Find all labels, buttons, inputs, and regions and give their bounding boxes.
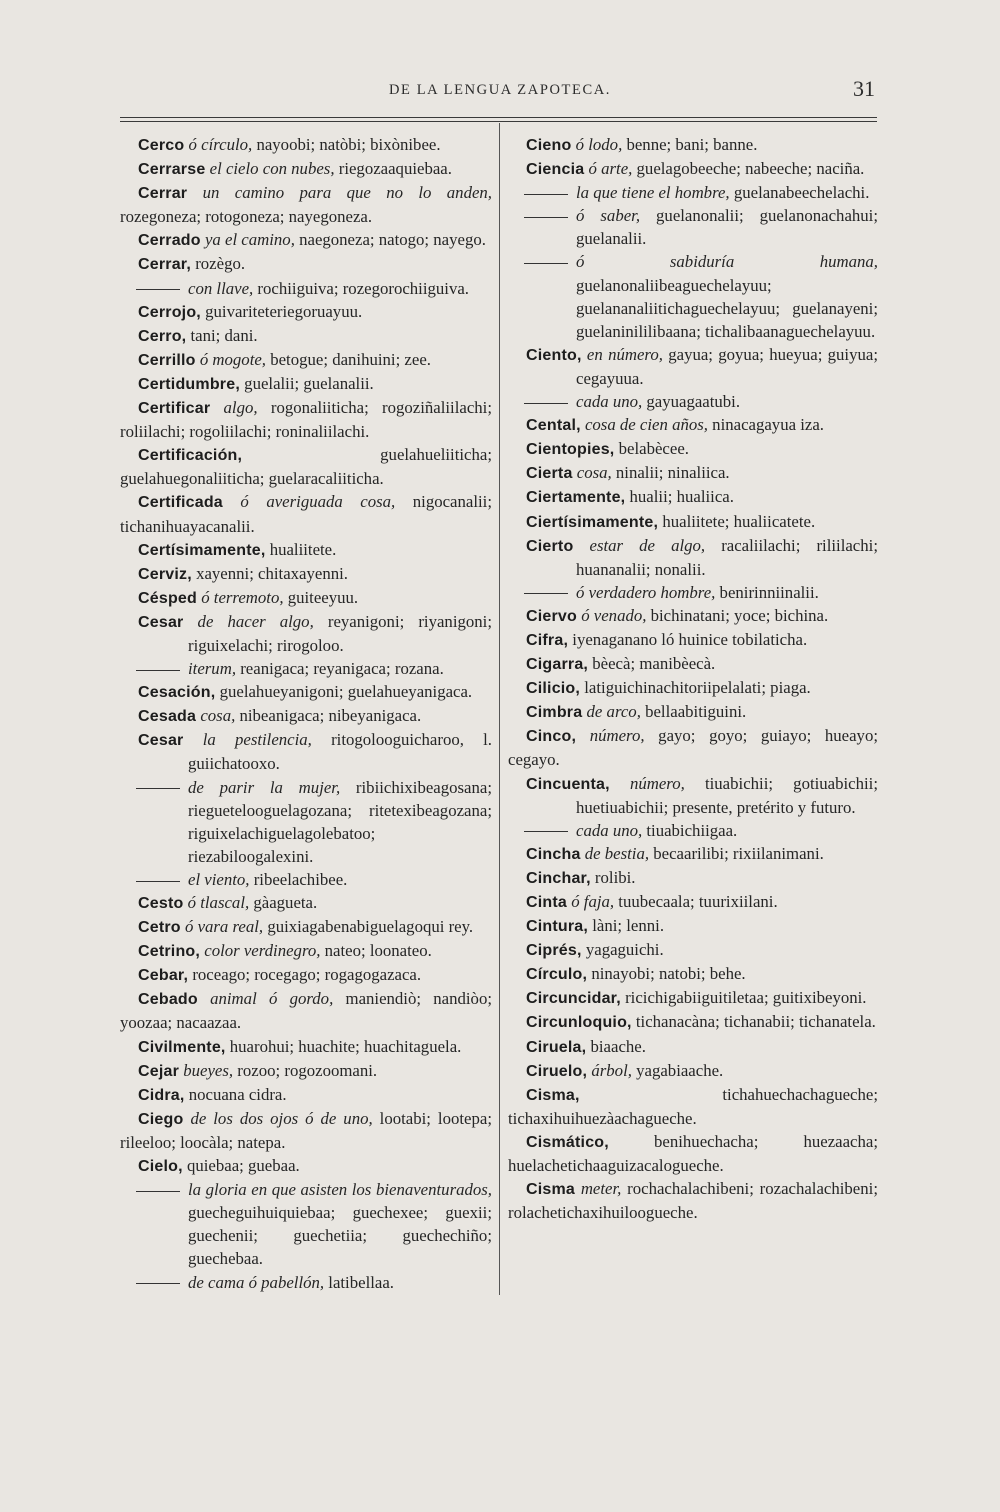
zapotec-translation: ninayobi; natobi; behe. <box>587 964 746 984</box>
repeat-dash <box>136 1191 180 1192</box>
spanish-gloss: de cama ó pabellón, <box>188 1272 325 1292</box>
dictionary-entry <box>508 914 878 938</box>
dictionary-entry <box>120 396 492 443</box>
zapotec-translation: nigocanalii; tichanihuayacanalii. <box>120 492 492 536</box>
headword: Cerro, <box>138 327 187 345</box>
dictionary-entry <box>120 443 492 490</box>
zapotec-translation: benne; bani; banne. <box>622 135 758 154</box>
spanish-gloss: ó faja, <box>567 892 615 911</box>
spanish-gloss: ó sabiduría humana, <box>576 252 878 272</box>
headword: Cincha <box>526 845 581 863</box>
zapotec-translation: quiebaa; guebaa. <box>182 1156 300 1176</box>
repeat-dash <box>136 881 180 882</box>
zapotec-translation: latibellaa. <box>324 1272 394 1292</box>
zapotec-translation: betogue; danihuini; zee. <box>266 349 431 369</box>
spanish-gloss: de los dos ojos ó de uno, <box>183 1108 373 1128</box>
headword: Ciego <box>138 1110 184 1128</box>
dictionary-entry <box>508 485 878 509</box>
zapotec-translation: maniendiò; nandiòo; yoozaa; nacaazaa. <box>120 989 492 1033</box>
zapotec-translation: yagaguichi. <box>581 940 664 960</box>
dictionary-entry <box>508 772 878 819</box>
headword: Certificación, <box>138 447 243 465</box>
spanish-gloss: ó círculo, <box>184 135 253 154</box>
sub-entry <box>120 1271 492 1294</box>
headword: Certificada <box>138 494 223 512</box>
spanish-gloss: de parir la mujer, <box>188 777 341 797</box>
headword: Cifra, <box>526 631 569 649</box>
zapotec-translation: ribiichixibeagosana; riegueteloоguelagozana; ritetexibeagozana; riguixelachiguelagolebatoo; riezabiloogalexini. <box>188 777 493 866</box>
header-rule-bottom <box>120 121 877 122</box>
dictionary-entry <box>120 680 492 704</box>
headword: Ciencia <box>526 161 585 179</box>
zapotec-translation: reanigaca; reyanigaca; rozana. <box>236 659 444 679</box>
zapotec-translation: hualiitete. <box>265 539 337 559</box>
zapotec-translation: racaliilachi; riliilachi; huananalii; nonalii. <box>576 535 878 579</box>
headword: Cidra, <box>138 1086 185 1104</box>
zapotec-translation: tiuabichiigaa. <box>642 820 738 840</box>
spanish-gloss: ya el camino, <box>200 230 295 250</box>
repeat-dash <box>524 831 568 832</box>
dictionary-entry <box>120 324 492 348</box>
headword: Cebado <box>138 991 198 1009</box>
spanish-gloss: bueyes, <box>179 1060 234 1080</box>
headword: Cinta <box>526 894 567 911</box>
dictionary-entry <box>508 510 878 534</box>
headword: Ciruela, <box>526 1038 587 1056</box>
headword: Círculo, <box>526 966 588 984</box>
dictionary-entry <box>120 610 492 657</box>
zapotec-translation: iyenaganano ló huinice tobilaticha. <box>568 629 808 649</box>
spanish-gloss: número, <box>609 773 685 793</box>
spanish-gloss: el cielo con nubes, <box>205 159 335 179</box>
sub-entry <box>120 277 492 300</box>
zapotec-translation: rozègo. <box>191 254 246 274</box>
spanish-gloss: el viento, <box>188 869 250 889</box>
spanish-gloss: número, <box>576 726 645 746</box>
headword: Cerrojo, <box>138 303 201 321</box>
headword: Cerco <box>138 137 185 154</box>
zapotec-translation: lootabi; lootepa; rileeloo; loocàla; natepa. <box>120 1108 492 1152</box>
zapotec-translation: hualiitete; hualiicatete. <box>658 511 816 531</box>
headword: Cielo, <box>138 1158 183 1176</box>
headword: Cisma, <box>526 1086 580 1104</box>
header-rule-top <box>120 117 877 118</box>
repeat-dash <box>524 194 568 195</box>
dictionary-entry <box>120 228 492 252</box>
headword: Cesada <box>138 708 197 726</box>
headword: Cismático, <box>526 1133 609 1151</box>
dictionary-entry <box>508 1130 878 1177</box>
zapotec-translation: nateo; loonateo. <box>320 941 432 961</box>
dictionary-entry <box>508 700 878 724</box>
zapotec-translation: rochachalachibeni; rozachalachibeni; rolachetichaxihuiloogueche. <box>508 1179 878 1223</box>
repeat-dash <box>524 263 568 264</box>
dictionary-entry <box>120 704 492 728</box>
dictionary-entry <box>120 939 492 963</box>
zapotec-translation: nocuana cidra. <box>184 1084 287 1104</box>
dictionary-entry <box>120 1059 492 1083</box>
dictionary-entry <box>120 1083 492 1107</box>
sub-entry <box>120 657 492 680</box>
repeat-dash <box>136 788 180 789</box>
left-column <box>120 133 492 1294</box>
headword: Cetrino, <box>138 943 201 961</box>
zapotec-translation: gayua; goyua; hueyua; guiyua; cegayuua. <box>576 344 878 388</box>
headword: Cierto <box>526 537 574 555</box>
spanish-gloss: en número, <box>581 344 663 364</box>
spanish-gloss: ó tlascal, <box>183 893 250 912</box>
zapotec-translation: guelahueyanigoni; guelahueyanigaca. <box>215 682 473 702</box>
spanish-gloss: con llave, <box>188 278 254 298</box>
zapotec-translation: ritogolooguicharoo, l. guiichatooxo. <box>188 730 492 774</box>
dictionary-entry <box>120 157 492 181</box>
dictionary-entry <box>120 133 492 157</box>
headword: Cesto <box>138 895 184 912</box>
headword: Cilicio, <box>526 680 581 698</box>
sub-entry <box>120 1178 492 1270</box>
dictionary-entry <box>508 604 878 628</box>
dictionary-entry <box>508 534 878 581</box>
zapotec-translation: tiuabichii; gotiuabichii; huetiuabichii; presente, pretérito y futuro. <box>576 773 878 817</box>
sub-entry <box>508 250 878 342</box>
zapotec-translation: biaache. <box>586 1036 646 1056</box>
dictionary-entry <box>508 1083 878 1130</box>
repeat-dash <box>136 289 180 290</box>
zapotec-translation: gàagueta. <box>249 893 318 912</box>
spanish-gloss: de hacer algo, <box>183 611 314 631</box>
zapotec-translation: hualii; hualiica. <box>625 487 734 507</box>
headword: Cerrillo <box>138 351 196 369</box>
dictionary-entry <box>508 1010 878 1034</box>
dictionary-entry <box>508 938 878 962</box>
spanish-gloss: de bestia, <box>580 843 650 863</box>
sub-entry <box>120 776 492 868</box>
headword: Cental, <box>526 417 581 435</box>
spanish-gloss: de arco, <box>582 702 641 722</box>
zapotec-translation: rochiiguiva; rozegorochiiguiva. <box>253 278 469 298</box>
zapotec-translation: gayuagaatubi. <box>642 392 741 412</box>
dictionary-entry <box>508 461 878 485</box>
zapotec-translation: guelanonalii; guelanonachahui; guelanalii. <box>576 206 879 249</box>
running-head: DE LA LENGUA ZAPOTECA. <box>388 82 612 98</box>
headword: Cierta <box>526 465 573 483</box>
dictionary-entry <box>120 252 492 276</box>
spanish-gloss: cosa, <box>196 706 236 726</box>
zapotec-translation: bichinatani; yoce; bichina. <box>646 605 829 625</box>
headword: Cigarra, <box>526 656 589 674</box>
page-number: 31 <box>853 76 875 101</box>
spanish-gloss: ó averiguada cosa, <box>222 492 396 512</box>
zapotec-translation: ninalii; ninaliica. <box>611 463 730 483</box>
headword: Certidumbre, <box>138 375 240 393</box>
headword: Cerrado <box>138 232 201 250</box>
headword: Certísimamente, <box>138 541 266 559</box>
headword: Certificar <box>138 400 211 418</box>
zapotec-translation: guelanabeechelachi. <box>729 183 870 203</box>
headword: Cisma <box>526 1181 576 1199</box>
headword: Cesación, <box>138 684 216 702</box>
spanish-gloss: algo, <box>210 398 258 418</box>
spanish-gloss: ó lodo, <box>571 135 623 154</box>
dictionary-entry <box>120 300 492 324</box>
zapotec-translation: ninacagayua iza. <box>707 415 824 435</box>
zapotec-translation: bellaabitiguini. <box>640 702 747 722</box>
dictionary-entry <box>120 891 492 915</box>
headword: Cinchar, <box>526 869 591 887</box>
dictionary-entry <box>508 157 878 181</box>
zapotec-translation: rolibi. <box>590 867 636 887</box>
dictionary-entry <box>508 628 878 652</box>
right-column <box>508 133 878 1224</box>
dictionary-entry <box>508 133 878 157</box>
zapotec-translation: riegozaaquiebaa. <box>334 159 452 179</box>
spanish-gloss: ó mogote, <box>195 349 267 369</box>
headword: Cieno <box>526 137 572 154</box>
sub-entry <box>120 868 492 891</box>
zapotec-translation: yagabiaache. <box>631 1060 724 1080</box>
spanish-gloss: ó vara real, <box>180 917 264 937</box>
headword: Cerrarse <box>138 161 206 179</box>
headword: Circunloquio, <box>526 1014 632 1032</box>
repeat-dash <box>136 1283 180 1284</box>
zapotec-translation: huarohui; huachite; huachitaguela. <box>225 1036 462 1056</box>
spanish-gloss: la pestilencia, <box>183 730 312 750</box>
repeat-dash <box>524 403 568 404</box>
dictionary-entry <box>508 986 878 1010</box>
headword: Ciervo <box>526 607 577 625</box>
headword: Cimbra <box>526 704 583 722</box>
dictionary-entry <box>120 586 492 610</box>
spanish-gloss: iterum, <box>188 659 237 679</box>
zapotec-translation: benirinniinalii. <box>715 582 819 602</box>
zapotec-translation: roceago; rocegago; rogagogazaca. <box>188 965 422 985</box>
spanish-gloss: color verdinegro, <box>200 941 321 961</box>
zapotec-translation: tani; dani. <box>186 325 258 345</box>
dictionary-entry <box>120 915 492 939</box>
zapotec-translation: guixiagabenabiguelagoqui rey. <box>263 917 474 937</box>
headword: Césped <box>138 589 197 607</box>
headword: Cerviz, <box>138 565 192 583</box>
headword: Ciertamente, <box>526 489 626 507</box>
spanish-gloss: ó arte, <box>584 159 633 179</box>
spanish-gloss: estar de algo, <box>573 535 706 555</box>
spanish-gloss: ó saber, <box>576 206 641 226</box>
spanish-gloss: cada uno, <box>576 820 643 840</box>
sub-entry <box>508 819 878 842</box>
headword: Cinco, <box>526 728 577 746</box>
column-divider <box>499 123 500 1295</box>
spanish-gloss: la gloria en que asisten los bienaventurados, <box>188 1180 492 1200</box>
headword: Civilmente, <box>138 1038 226 1056</box>
dictionary-entry <box>120 562 492 586</box>
zapotec-translation: guecheguihuiquiebaa; guechexee; guexii; guechenii; guechetiia; guechechiño; guechebaa. <box>188 1203 492 1269</box>
dictionary-entry <box>508 724 878 771</box>
page-header <box>120 78 880 108</box>
dictionary-entry <box>120 1107 492 1154</box>
repeat-dash <box>524 217 568 218</box>
dictionary-entry <box>508 1059 878 1083</box>
zapotec-translation: rozegoneza; rotogoneza; nayegoneza. <box>120 207 373 227</box>
dictionary-entry <box>508 437 878 461</box>
spanish-gloss: ó venado, <box>577 605 647 625</box>
spanish-gloss: meter, <box>575 1179 622 1199</box>
dictionary-entry <box>508 890 878 914</box>
repeat-dash <box>136 670 180 671</box>
zapotec-translation: guelalii; guelanalii. <box>239 373 374 393</box>
dictionary-entry <box>508 676 878 700</box>
dictionary-entry <box>508 413 878 437</box>
spanish-gloss: ó verdadero hombre, <box>576 582 716 602</box>
headword: Cientopies, <box>526 441 615 459</box>
zapotec-translation: nibeanigaca; nibeyanigaca. <box>235 706 422 726</box>
zapotec-translation: rozoo; rogozoomani. <box>233 1060 378 1080</box>
dictionary-entry <box>120 372 492 396</box>
dictionary-entry <box>120 728 492 775</box>
headword: Cesar <box>138 613 184 631</box>
zapotec-translation: naegoneza; natogo; nayego. <box>294 230 486 250</box>
dictionary-entry <box>120 538 492 562</box>
headword: Cejar <box>138 1062 180 1080</box>
dictionary-entry <box>508 652 878 676</box>
zapotec-translation: bèecà; manibèecà. <box>588 654 716 674</box>
zapotec-translation: guelahueliiticha; guelahuegonaliiticha; guelaracaliiticha. <box>120 445 492 489</box>
zapotec-translation: gayo; goyo; guiayo; hueayo; cegayo. <box>508 726 878 770</box>
zapotec-translation: belabècee. <box>614 439 689 459</box>
headword: Circuncidar, <box>526 990 621 1008</box>
spanish-gloss: cada uno, <box>576 392 643 412</box>
spanish-gloss: cosa, <box>572 463 612 483</box>
sub-entry <box>508 390 878 413</box>
zapotec-translation: latiguichinachitoriipelalati; piaga. <box>580 678 811 698</box>
zapotec-translation: becaarilibi; rixiilanimani. <box>649 843 824 863</box>
zapotec-translation: ribeelachibee. <box>249 869 348 889</box>
dictionary-entry <box>120 181 492 228</box>
dictionary-entry <box>508 1035 878 1059</box>
dictionary-entry <box>508 842 878 866</box>
dictionary-entry <box>120 348 492 372</box>
dictionary-entry <box>508 866 878 890</box>
dictionary-entry <box>508 1177 878 1224</box>
dictionary-entry <box>120 1035 492 1059</box>
spanish-gloss: cosa de cien años, <box>580 415 708 435</box>
spanish-gloss: animal ó gordo, <box>197 989 334 1009</box>
headword: Cincuenta, <box>526 775 610 793</box>
zapotec-translation: rogonaliiticha; rogoziñaliilachi; roliilachi; rogoliilachi; roninaliilachi. <box>120 398 492 442</box>
zapotec-translation: tichanacàna; tichanabii; tichanatela. <box>631 1012 876 1032</box>
repeat-dash <box>524 593 568 594</box>
headword: Cerrar <box>138 185 188 203</box>
spanish-gloss: árbol, <box>587 1060 632 1080</box>
spanish-gloss: ó terremoto, <box>197 587 284 607</box>
zapotec-translation: guivariteteriegoruayuu. <box>200 301 363 321</box>
spanish-gloss: la que tiene el hombre, <box>576 183 730 203</box>
headword: Ciprés, <box>526 942 582 960</box>
sub-entry <box>508 581 878 604</box>
headword: Cerrar, <box>138 256 191 274</box>
spanish-gloss: un camino para que no lo anden, <box>187 183 492 203</box>
zapotec-translation: tuubecaala; tuurixiilani. <box>614 892 778 911</box>
zapotec-translation: làni; lenni. <box>588 916 665 936</box>
zapotec-translation: nayoobi; natòbi; bixònibee. <box>252 135 441 154</box>
headword: Ciertísimamente, <box>526 513 659 531</box>
dictionary-entry <box>120 987 492 1034</box>
headword: Cintura, <box>526 918 589 936</box>
zapotec-translation: guiteeyuu. <box>283 587 359 607</box>
zapotec-translation: tichahuechachagueche; tichaxihuihuezàachagueche. <box>508 1084 878 1128</box>
zapotec-translation: benihuechacha; huezaacha; huelachetichaaguizacalogueche. <box>508 1131 878 1176</box>
headword: Cebar, <box>138 967 189 985</box>
zapotec-translation: ricichigabiiguitiletaa; guitixibeyoni. <box>620 988 867 1008</box>
headword: Cesar <box>138 732 184 750</box>
zapotec-translation: guelanonaliibeaguechelayuu; guelananaliitichaguechelayuu; guelanayeni; guelaninililibaana; tichalibaanaguechelayuu. <box>576 275 878 341</box>
zapotec-translation: reyanigoni; riyanigoni; riguixelachi; rirogoloo. <box>188 611 492 655</box>
dictionary-entry <box>508 343 878 390</box>
sub-entry <box>508 204 878 250</box>
zapotec-translation: xayenni; chitaxayenni. <box>191 563 348 583</box>
headword: Cetro <box>138 919 181 937</box>
headword: Ciento, <box>526 346 582 364</box>
zapotec-translation: guelagobeeche; nabeeche; naciña. <box>632 159 865 179</box>
dictionary-entry <box>120 490 492 537</box>
dictionary-entry <box>120 1154 492 1178</box>
sub-entry <box>508 181 878 204</box>
dictionary-entry <box>508 962 878 986</box>
dictionary-entry <box>120 963 492 987</box>
headword: Ciruelo, <box>526 1062 588 1080</box>
